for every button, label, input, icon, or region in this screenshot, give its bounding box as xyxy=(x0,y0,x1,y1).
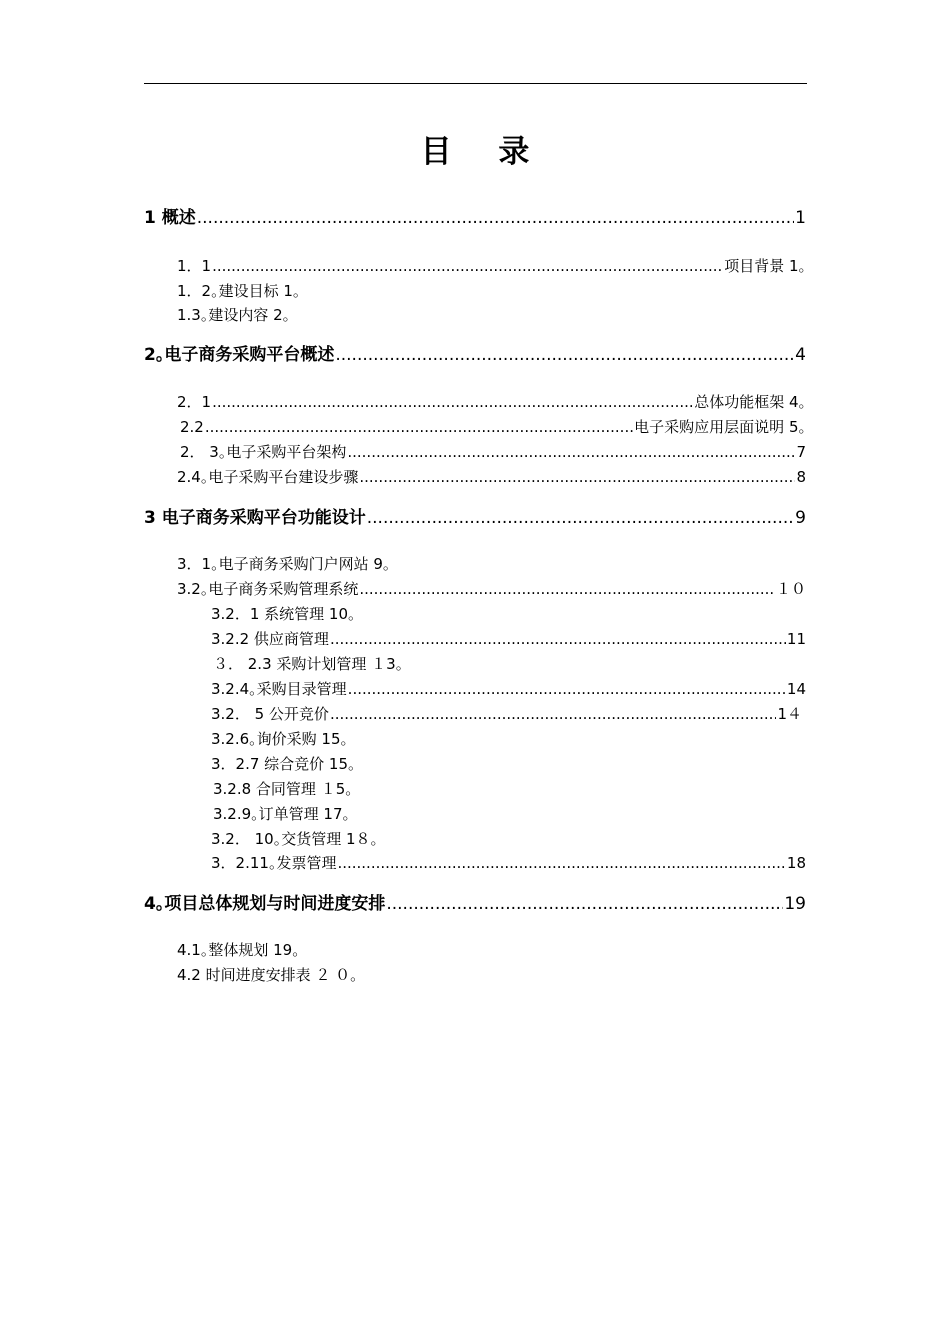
toc-entry-1-1[interactable] xyxy=(177,255,806,276)
toc-entry-3-1[interactable]: 3．1｡电子商务采购门户网站 9｡ xyxy=(177,555,391,573)
toc-entry-text: 3.2｡电子商务采购管理系统 xyxy=(177,580,359,598)
toc-page-number: 19 xyxy=(784,894,806,914)
toc-page-number: 11 xyxy=(786,630,806,648)
toc-entry-text: 3.2.4｡采购目录管理 xyxy=(211,680,347,698)
toc-entry-text: 2． 3｡电子采购平台架构 xyxy=(180,443,347,461)
toc-entry-3-2-2[interactable] xyxy=(211,628,806,649)
toc-leader-dots xyxy=(335,345,794,365)
toc-entry-1[interactable] xyxy=(144,203,806,228)
toc-title: 目 录 xyxy=(420,134,548,170)
toc-page-number: 总体功能框架 4｡ xyxy=(694,393,806,411)
toc-entry-3-2-8[interactable]: 3.2.8 合同管理 １5｡ xyxy=(213,780,353,798)
toc-page-number: 1 xyxy=(795,208,806,228)
toc-entry-text: 2．1 xyxy=(177,393,212,411)
toc-entry-3-2[interactable] xyxy=(177,578,806,599)
toc-page-number: 电子采购应用层面说明 5｡ xyxy=(634,418,806,436)
toc-leader-dots xyxy=(359,468,795,486)
toc-entry-3-2-10[interactable]: 3.2． 10｡交货管理 1８｡ xyxy=(211,830,379,848)
toc-entry-3-2-6[interactable]: 3.2.6｡询价采购 15｡ xyxy=(211,730,349,748)
toc-entry-2-1[interactable] xyxy=(177,391,806,412)
toc-leader-dots xyxy=(330,630,786,648)
toc-entry-3-2-7[interactable]: 3．2.7 综合竞价 15｡ xyxy=(211,755,356,773)
toc-page-number: 7 xyxy=(796,443,806,461)
toc-page-number: 14 xyxy=(786,680,806,698)
toc-entry-text: 3.2． 5 公开竞价 xyxy=(211,705,329,723)
toc-entry-2-2[interactable] xyxy=(180,416,806,437)
toc-entry-text: 2.4｡电子采购平台建设步骤 xyxy=(177,468,359,486)
toc-page-number: 4 xyxy=(795,345,806,365)
toc-entry-3-2-5[interactable] xyxy=(211,703,802,724)
toc-entry-text: 2｡电子商务采购平台概述 xyxy=(144,345,335,365)
toc-entry-2[interactable] xyxy=(144,340,806,365)
toc-page-number: 9 xyxy=(795,508,806,528)
toc-leader-dots xyxy=(212,393,693,411)
toc-page-number: 8 xyxy=(796,468,806,486)
toc-page-number: 1４ xyxy=(777,705,802,723)
toc-leader-dots xyxy=(347,443,795,461)
toc-leader-dots xyxy=(330,705,777,723)
toc-page-number: １０ xyxy=(775,580,806,598)
toc-leader-dots xyxy=(212,257,723,275)
toc-entry-4-1[interactable]: 4.1｡整体规划 19｡ xyxy=(177,941,300,959)
toc-entry-2-3[interactable] xyxy=(180,441,806,462)
toc-entry-2-4[interactable] xyxy=(177,466,806,487)
toc-entry-1-3[interactable]: 1.3｡建设内容 2｡ xyxy=(177,306,291,324)
toc-entry-text: 2.2 xyxy=(180,418,204,436)
toc-entry-3-2-4[interactable] xyxy=(211,678,806,699)
toc-page-number: 项目背景 1｡ xyxy=(724,257,806,275)
toc-entry-text: 3．2.11｡发票管理 xyxy=(211,854,337,872)
toc-entry-3-2-1[interactable]: 3.2．1 系统管理 10｡ xyxy=(211,605,356,623)
toc-entry-1-2[interactable]: 1．2｡建设目标 1｡ xyxy=(177,282,301,300)
toc-leader-dots xyxy=(367,508,794,528)
toc-leader-dots xyxy=(337,854,785,872)
toc-entry-text: 1 概述 xyxy=(144,208,196,228)
toc-leader-dots xyxy=(205,418,633,436)
toc-leader-dots xyxy=(359,580,775,598)
toc-entry-3[interactable] xyxy=(144,503,806,528)
toc-entry-text: 4｡项目总体规划与时间进度安排 xyxy=(144,894,386,914)
toc-entry-text: 3 电子商务采购平台功能设计 xyxy=(144,508,366,528)
toc-entry-4[interactable] xyxy=(144,889,806,914)
toc-entry-3-2-11[interactable] xyxy=(211,852,806,873)
toc-entry-3-2-3[interactable]: ３． 2.3 采购计划管理 １3｡ xyxy=(213,655,404,673)
toc-page-number: 18 xyxy=(786,854,806,872)
toc-entry-text: 3.2.2 供应商管理 xyxy=(211,630,329,648)
toc-entry-4-2[interactable]: 4.2 时间进度安排表 ２ ０｡ xyxy=(177,966,358,984)
header-rule xyxy=(144,83,807,84)
toc-leader-dots xyxy=(197,208,794,228)
toc-entry-text: 1．1 xyxy=(177,257,212,275)
toc-leader-dots xyxy=(386,894,783,914)
toc-leader-dots xyxy=(348,680,786,698)
toc-entry-3-2-9[interactable]: 3.2.9｡订单管理 17｡ xyxy=(213,805,351,823)
